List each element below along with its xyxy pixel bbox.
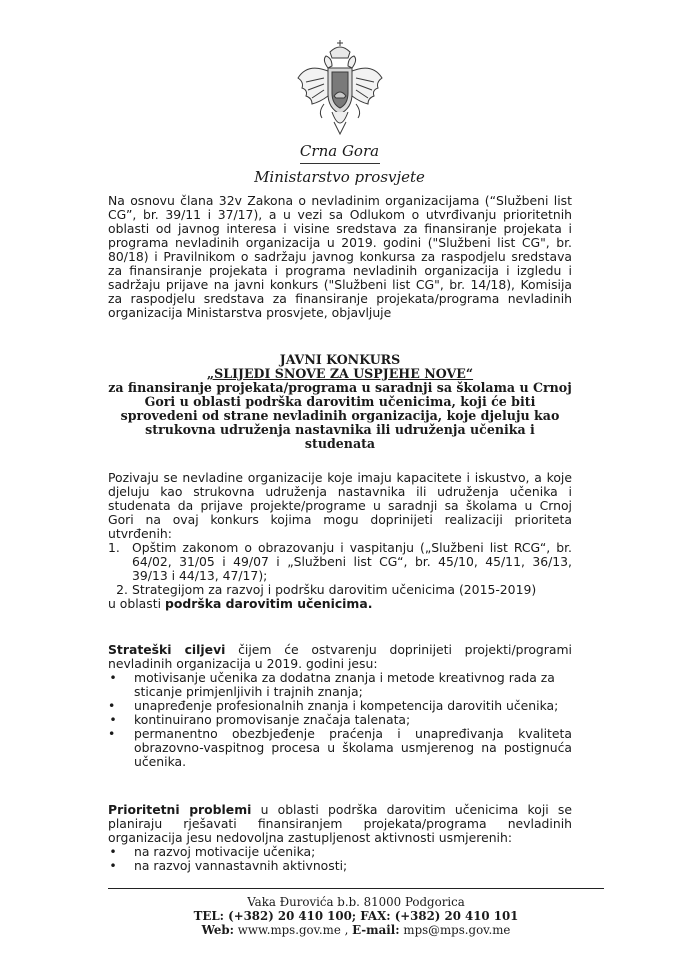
announcement-subtitle: za finansiranje projekata/programa u saradnji sa školama u Crnoj Gori u oblasti podrška darovitim učenicima, koji će biti sprovedeni od strane nevladinih organizacija, koje djeluju kao strukovna udruženja nastavnika ili udruženja učenika i studenata [108,380,572,451]
list-item: 1. Opštim zakonom o obrazovanju i vaspitanju („Službeni list RCG“, br. 64/02, 31/05 i 49/07 i „Službeni list CG“, br. 45/10, 45/11, 36/13, 39/13 i 44/13, 47/17); [108,540,572,583]
list-item: • na razvoj vannastavnih aktivnosti; [109,858,348,873]
email-link[interactable]: mps@mps.gov.me [399,923,511,937]
bullet-icon: • [109,712,117,727]
strategic-goals-section: Strateški ciljevi čijem će ostvarenju doprinijeti projekti/programi nevladinih organizacija u 2019. godini jesu: • motivisanje učenika za dodatna znanja i metode kreativnog rada za sticanje primjenljivih i trajnih znanja; • unapređenje profesionalnih znanja i kompetencija darovitih učenika; • kontinuirano promovisanje značaja talenata; • permanentno obezbjeđenje praćenja i unapređivanja kvaliteta obrazovno-vaspitnog procesa u školama usmjerenog na postignuća učenika. [108,642,572,769]
priority-problems-section: Prioritetni problemi u oblasti podrška darovitim učenicima koji se planiraju rješavati finansiranjem projekata/programa nevladinih organizacija jesu nedovoljna zastupljenost aktivnosti usmjerenih: • na razvoj motivacije učenika; • na razvoj vannastavnih aktivnosti; [108,802,572,873]
list-item: • permanentno obezbjeđenje praćenja i unapređivanja kvaliteta obrazovno-vaspitnog procesa u školama usmjerenog na postignuća učenika. [108,726,572,769]
goals-list [108,671,572,769]
problems-label: Prioritetni problemi [108,802,252,817]
footer-contact: Web: www.mps.gov.me , E-mail: mps@mps.gov.me [201,923,511,937]
bullet-icon: • [108,698,116,713]
footer-address: Vaka Đurovića b.b. 81000 Podgorica [247,895,465,909]
list-item: • na razvoj motivacije učenika; [109,844,316,859]
bullet-icon: • [109,670,117,685]
competition-name: „SLIJEDI SNOVE ZA USPJEHE NOVE“ [206,366,474,381]
country-name: Crna Gora [299,142,380,160]
announcement-title [108,353,572,451]
intro-paragraph: Na osnovu člana 32v Zakona o nevladinim organizacijama (“Službeni list CG”, br. 39/11 i 37/17), a u vezi sa Odlukom o utvrđivanju prioritetnih oblasti od javnog interesa i visine sredstava za finansiranje projekata i programa nevladinih organizacija u 2019. godini ("Službeni list CG", br. 80/18) i Pravilnikom o sadržaju javnog konkursa za raspodjelu sredstava za finansiranje projekata i programa nevladinih organizacija i izgledu i sadržaju prijave na javni konkurs ("Službeni list CG", br. 14/18), Komisija za raspodjelu sredstava za finansiranje projekata/programa nevladinih organizacija Ministarstva prosvjete, objavljuje [108,193,572,320]
goals-label: Strateški ciljevi [108,642,226,657]
list-item: • motivisanje učenika za dodatna znanja i metode kreativnog rada za sticanje primjenljivih i trajnih znanja; [109,670,555,699]
footer-phone: TEL: (+382) 20 410 100; FAX: (+382) 20 410 101 [193,909,519,923]
montenegro-coat-of-arms-icon [294,38,386,142]
legal-basis-list [108,541,572,597]
header-divider [300,163,380,164]
list-item: • kontinuirano promovisanje značaja talenata; [109,712,411,727]
bullet-icon: • [109,858,117,873]
invitation-paragraph: Pozivaju se nevladine organizacije koje imaju kapacitete i iskustvo, a koje djeluju kao strukovna udruženja nastavnika ili udruženja učenika i studenata da prijave projekte/programe u saradnji sa školama u Crnoj Gori na ovaj konkurs kojima mogu doprinijeti realizaciji prioriteta utvrđenih: [108,470,572,541]
ministry-name: Ministarstvo prosvjete [254,168,425,186]
list-item: • unapređenje profesionalnih znanja i kompetencija darovitih učenika; [108,698,559,713]
list-item: 2. Strategijom za razvoj i podršku darovitim učenicima (2015-2019) [116,582,537,597]
bullet-icon: • [108,726,116,741]
announcement-heading: JAVNI KONKURS [279,352,401,367]
website-link[interactable]: www.mps.gov.me , [234,923,353,937]
problems-list [108,845,572,873]
footer-divider [108,888,604,889]
bullet-icon: • [109,844,117,859]
invitation-section [108,471,572,611]
invitation-closing: u oblasti podrška darovitim učenicima. [108,596,373,611]
